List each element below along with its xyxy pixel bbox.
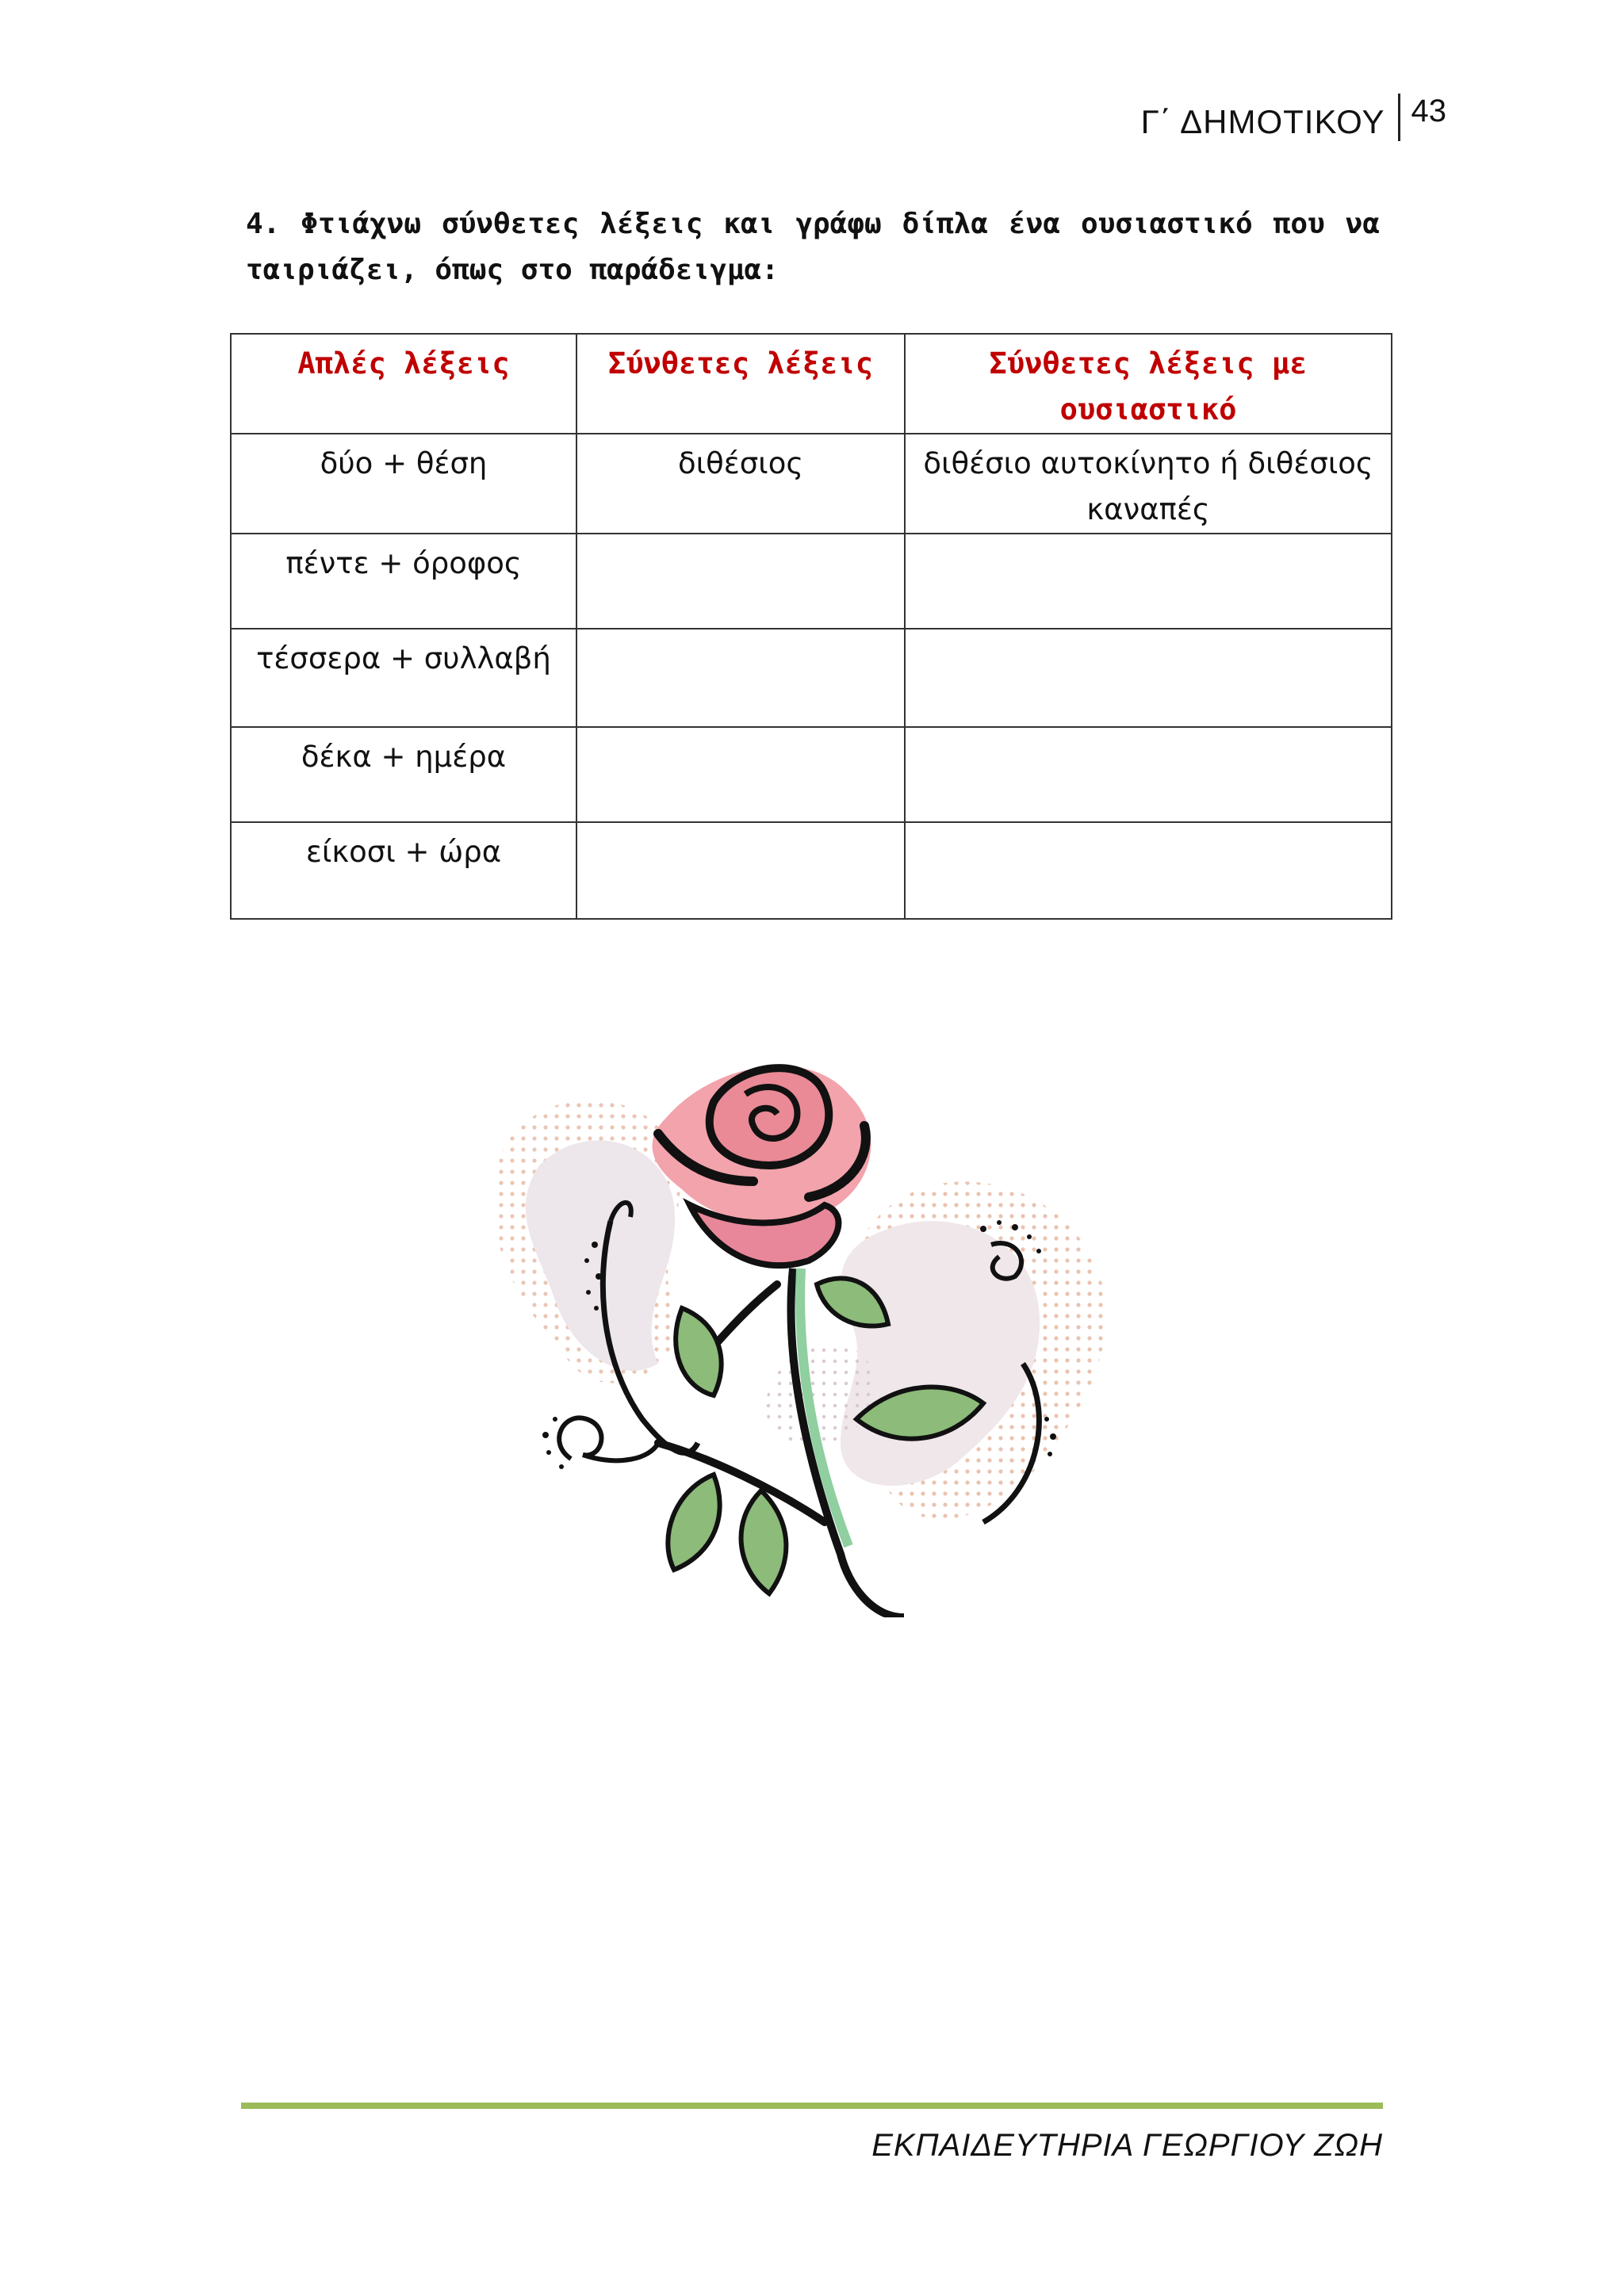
table-row <box>231 434 1392 534</box>
compound-word-cell[interactable] <box>576 534 905 629</box>
footer-divider <box>241 2103 1383 2109</box>
table-row <box>231 534 1392 629</box>
table-row <box>231 822 1392 919</box>
table-row <box>231 727 1392 822</box>
compound-word-cell[interactable]: διθέσιος <box>576 434 905 534</box>
compound-noun-cell[interactable] <box>905 534 1392 629</box>
simple-word-cell: δέκα + ημέρα <box>231 727 576 822</box>
footer-text: ΕΚΠΑΙΔΕΥΤΗΡΙΑ ΓΕΩΡΓΙΟΥ ΖΩΗ <box>871 2128 1383 2163</box>
simple-word-cell: είκοσι + ώρα <box>231 822 576 919</box>
table-header-row <box>231 334 1392 434</box>
compound-noun-cell[interactable] <box>905 629 1392 727</box>
compound-noun-cell[interactable]: διθέσιο αυτοκίνητο ή διθέσιος καναπές <box>905 434 1392 534</box>
rose-illustration-icon <box>476 1047 1126 1617</box>
compound-noun-cell[interactable] <box>905 822 1392 919</box>
task-instruction: 4. Φτιάχνω σύνθετες λέξεις και γράφω δίπλα ένα ουσιαστικό που να ταιριάζει, όπως στο παράδειγμα: <box>246 208 1380 286</box>
simple-word-cell: δύο + θέση <box>231 434 576 534</box>
compound-word-cell[interactable] <box>576 727 905 822</box>
header-separator <box>1398 94 1400 141</box>
compound-word-cell[interactable] <box>576 822 905 919</box>
simple-word-cell: τέσσερα + συλλαβή <box>231 629 576 727</box>
page-header <box>1141 94 1446 141</box>
page-number: 43 <box>1411 94 1446 128</box>
header-compound-with-noun: Σύνθετες λέξεις με ουσιαστικό <box>905 334 1392 434</box>
header-simple-words: Απλές λέξεις <box>231 334 576 434</box>
header-compound-words: Σύνθετες λέξεις <box>576 334 905 434</box>
compound-noun-cell[interactable] <box>905 727 1392 822</box>
header-title: Γ΄ ΔΗΜΟΤΙΚΟΥ <box>1140 103 1385 140</box>
compound-word-cell[interactable] <box>576 629 905 727</box>
compound-words-table <box>230 333 1392 920</box>
simple-word-cell: πέντε + όροφος <box>231 534 576 629</box>
table-row <box>231 629 1392 727</box>
